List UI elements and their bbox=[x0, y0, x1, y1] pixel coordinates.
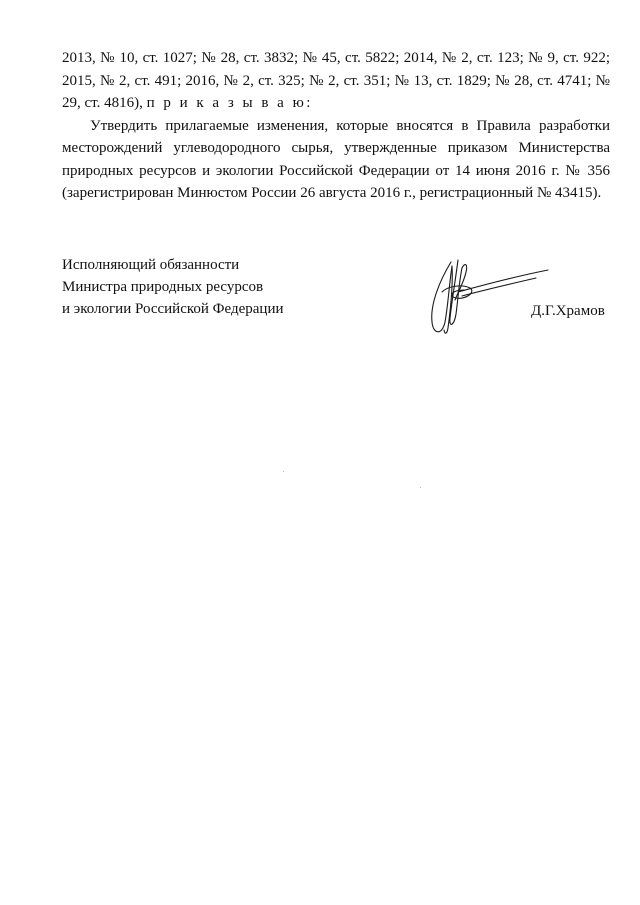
order-word: п р и к а з ы в а ю: bbox=[146, 95, 313, 111]
main-paragraph: Утвердить прилагаемые изменения, которые вносятся в Правила разработки месторождений углеводородного сырья, утвержденные приказом Министерства природных ресурсов и экологии Российской Федерации от 14 июня 2016 г. № 356 (зарегистрирован Минюстом России 26 августа 2016 г., регистрационный № 43415). bbox=[62, 117, 610, 201]
position-line-2: Министра природных ресурсов bbox=[62, 279, 264, 295]
signatory-position bbox=[62, 254, 284, 320]
citations-text: 2013, № 10, ст. 1027; № 28, ст. 3832; № 45, ст. 5822; 2014, № 2, ст. 123; № 9, ст. 922; 2015, № 2, ст. 491; 2016, № 2, ст. 325; № 2, ст. 351; № 13, ст. 1829; № 28, ст. 4741; № 29, ст. 4816), bbox=[62, 50, 610, 111]
scan-speck bbox=[420, 487, 421, 488]
citations-paragraph bbox=[62, 47, 610, 115]
signatory-name: Д.Г.Храмов bbox=[531, 303, 605, 319]
position-line-1: Исполняющий обязанности bbox=[62, 257, 240, 273]
document-body bbox=[62, 47, 610, 205]
position-line-3: и экологии Российской Федерации bbox=[62, 301, 284, 317]
handwritten-signature bbox=[418, 256, 558, 338]
scan-speck bbox=[283, 471, 284, 472]
